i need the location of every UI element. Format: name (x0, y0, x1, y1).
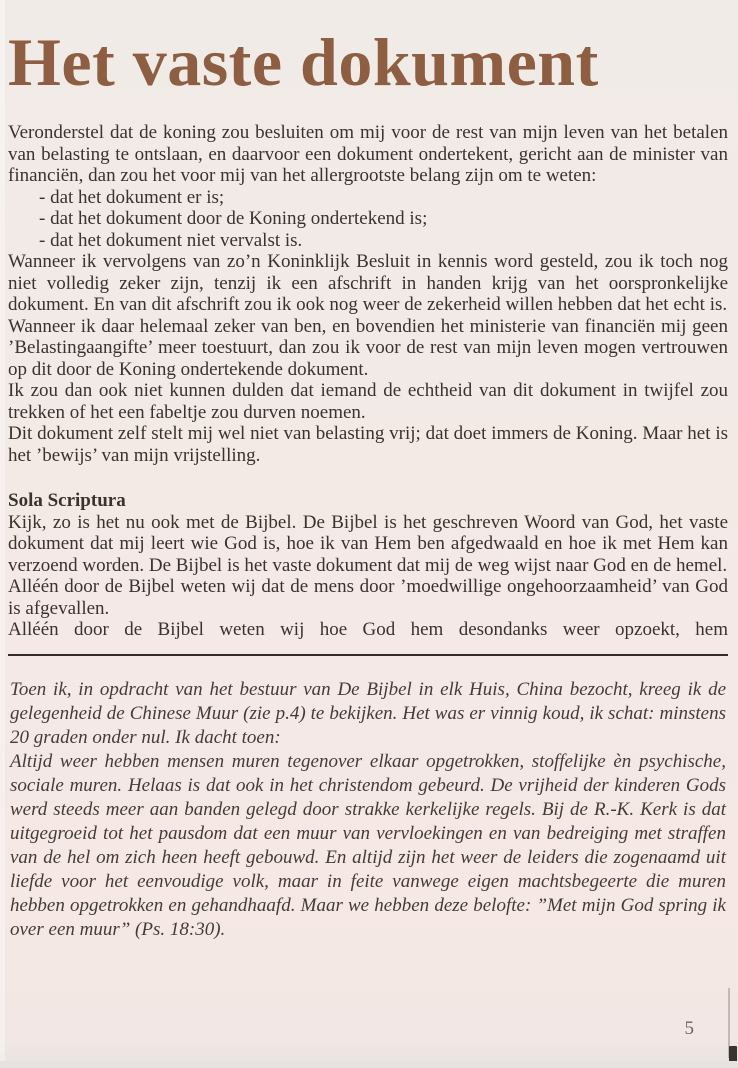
paragraph: Kijk, zo is het nu ook met de Bijbel. De Bijbel is het geschreven Woord van God, het vaste dokument dat mij leert wie God is, hoe ik van Hem ben afgedwaald en hoe ik met Hem kan verzoend worden. De Bijbel is het vaste dokument dat mij de weg wijst naar God en de hemel. (8, 511, 728, 576)
separator-rule (8, 654, 728, 656)
paragraph: Wanneer ik vervolgens van zo’n Koninklijk Besluit in kennis word gesteld, zou ik toch nog niet volledig zeker zijn, tenzij ik een afschrift in handen krijg van het oorspronkelijke dokument. En van dit afschrift zou ik ook nog weer de zekerheid willen hebben dat het echt is. (8, 251, 728, 315)
list-item: - dat het dokument er is; (39, 186, 225, 208)
footnote-paragraph: Altijd weer hebben mensen muren tegenover elkaar opgetrokken, stoffelijke èn psychische, sociale muren. Helaas is dat ook in het christendom gebeurd. De vrijheid der kinderen Gods werd steeds meer aan banden gelegd door strakke kerkelijke regels. Bij de R.-K. Kerk is dat uitgegroeid tot het pausdom dat een muur van vervloekingen en van bedreiging met straffen van de hel om zich heen heeft gebouwd. En altijd zijn het weer de leiders die zogenaamd uit liefde voor het eenvoudige volk, maar in feite vanwege eigen machtsbegeerte die muren hebben opgetrokken en gehandhaafd. Maar we hebben deze belofte: ”Met mijn God spring ik over een muur” (Ps. 18:30). (10, 750, 726, 940)
body-text (8, 122, 728, 641)
list-item: - dat het dokument door de Koning ondertekend is; (39, 208, 428, 229)
subheading: Sola Scriptura (8, 490, 126, 511)
paragraph: Alléén door de Bijbel weten wij dat de mens door ’moedwillige ongehoorzaamheid’ van God is afgevallen. (8, 576, 728, 619)
paragraph: Ik zou dan ook niet kunnen dulden dat iemand de echtheid van dit dokument in twijfel zou trekken of het een fabeltje zou durven noemen. (8, 380, 728, 423)
paragraph: Wanneer ik daar helemaal zeker van ben, en bovendien het ministerie van financiën mij geen ’Belastingaangifte’ meer toestuurt, dan zou ik voor de rest van mijn leven mogen vertrouwen op dit door de Koning ondertekende dokument. (8, 315, 728, 380)
list-item: - dat het dokument niet vervalst is. (39, 229, 303, 251)
paragraph-continued: Alléén door de Bijbel weten wij hoe God hem desondanks weer opzoekt, hem (8, 619, 728, 640)
scan-bottom-edge (0, 1061, 738, 1068)
page-number: 5 (684, 1018, 694, 1039)
footnote-paragraph: Toen ik, in opdracht van het bestuur van De Bijbel in elk Huis, China bezocht, kreeg ik de gelegenheid de Chinese Muur (zie p.4) te bekijken. Het was er vinnig koud, ik schat: minstens 20 graden onder nul. Ik dacht toen: (10, 678, 726, 748)
paragraph-intro: Veronderstel dat de koning zou besluiten om mij voor de rest van mijn leven van het betalen van belasting te ontslaan, en daarvoor een dokument ondertekent, gericht aan de minister van financiën, dan zou het voor mij van het allergrootste belang zijn om te weten: (8, 122, 728, 186)
footnote-block (10, 678, 726, 942)
bullet-list (8, 187, 728, 252)
page-title: Het vaste dokument (8, 24, 599, 100)
paragraph: Dit dokument zelf stelt mij wel niet van belasting vrij; dat doet immers de Koning. Maar het is het ’bewijs’ van mijn vrijstelling. (8, 423, 728, 466)
